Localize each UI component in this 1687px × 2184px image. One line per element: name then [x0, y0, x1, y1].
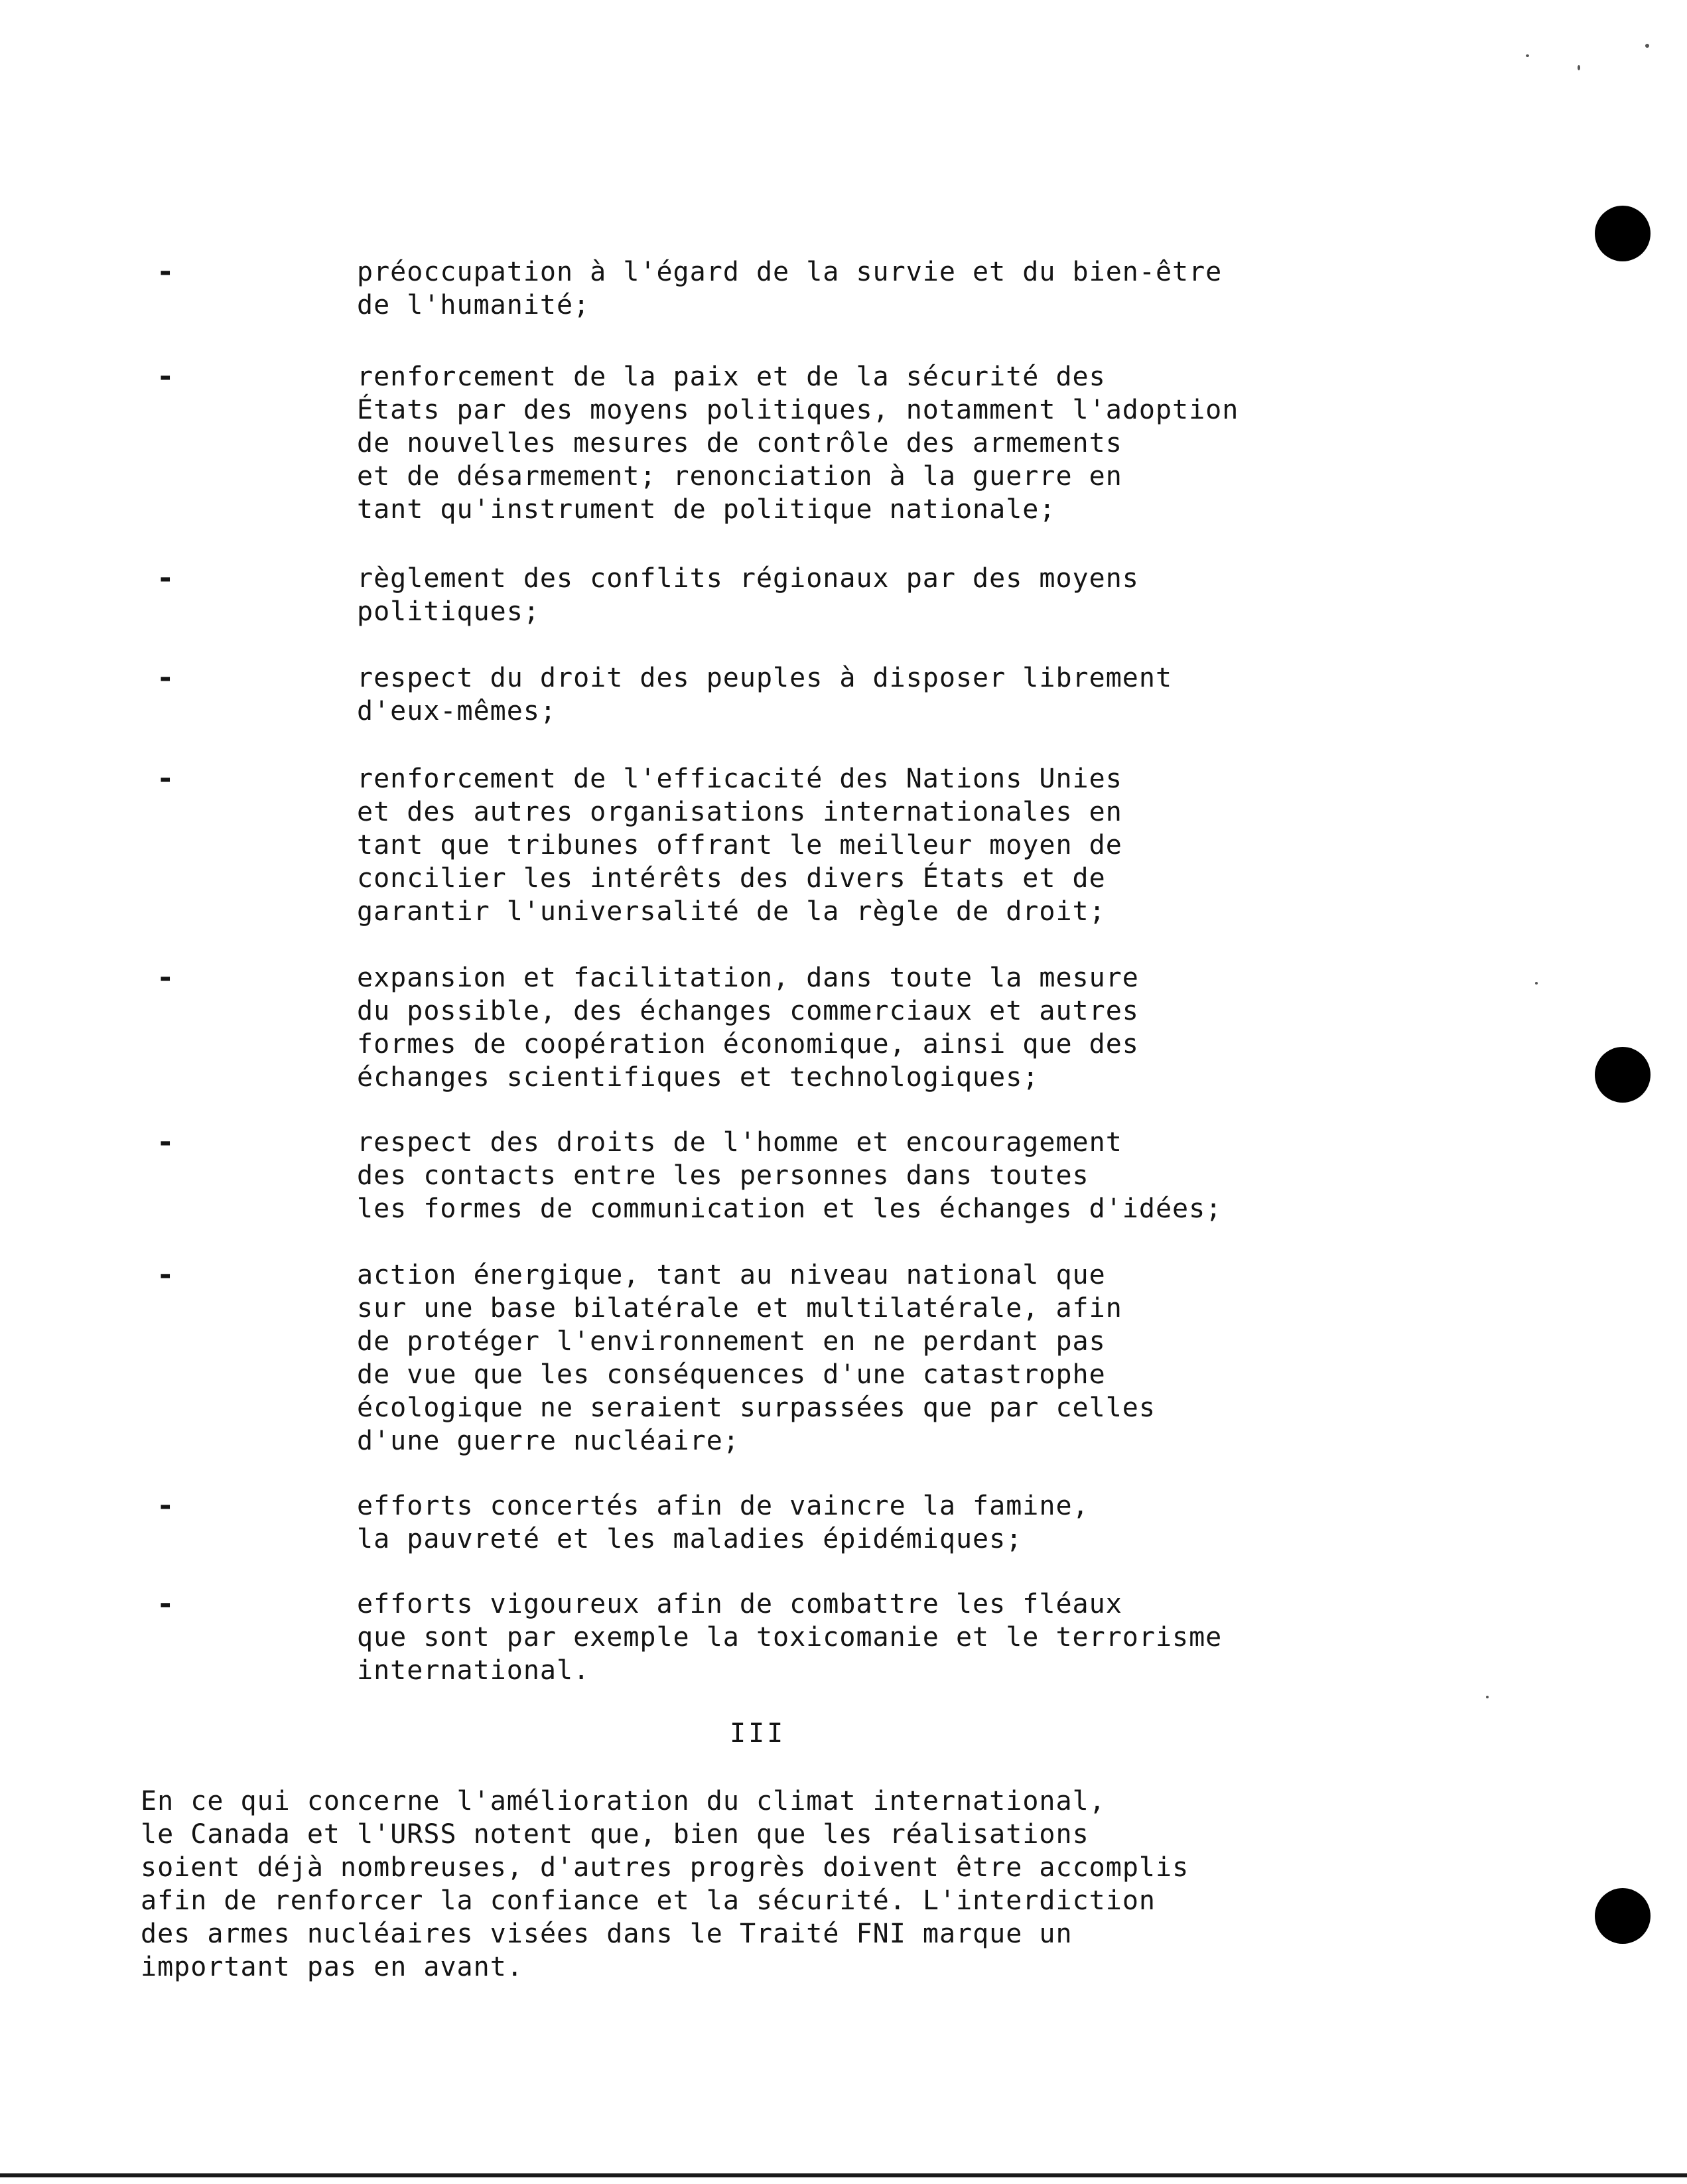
list-dash: - [157, 255, 174, 289]
list-item-text: préoccupation à l'égard de la survie et du bien-être de l'humanité; [357, 257, 1223, 320]
scan-speck [1535, 982, 1538, 985]
list-item-text: respect des droits de l'homme et encouragement des contacts entre les personnes dans toutes les formes de communication et les échanges d'idées; [357, 1127, 1223, 1224]
list-dash: - [157, 1258, 174, 1292]
list-dash: - [157, 1125, 174, 1159]
scan-speck [1645, 44, 1649, 48]
list-item-text: action énergique, tant au niveau national que sur une base bilatérale et multilatérale, afin de protéger l'environnement en ne perdant pas de vue que les conséquences d'une catastrophe écologique ne seraient surpassées que par celles d'une guerre nucléaire; [357, 1260, 1156, 1456]
punch-hole [1595, 206, 1651, 261]
list-dash: - [157, 961, 174, 994]
body-paragraph: En ce qui concerne l'amélioration du climat international, le Canada et l'URSS notent que, bien que les réalisations soient déjà nombreuses, d'autres progrès doivent être accomplis afin de renforcer la confiance et la sécurité. L'interdiction des armes nucléaires visées dans le Traité FNI marque un important pas en avant. [141, 1786, 1189, 1982]
list-dash: - [157, 360, 174, 393]
punch-hole [1595, 1047, 1651, 1103]
punch-hole [1595, 1888, 1651, 1944]
list-dash: - [157, 661, 174, 695]
section-heading: III [730, 1718, 786, 1749]
list-item-text: efforts vigoureux afin de combattre les fléaux que sont par exemple la toxicomanie et le terrorisme international. [357, 1589, 1223, 1686]
scan-speck [1486, 1696, 1489, 1698]
scan-speck [1526, 54, 1529, 57]
scan-speck [1578, 65, 1580, 70]
page-bottom-edge [0, 2173, 1687, 2177]
list-item-text: règlement des conflits régionaux par des moyens politiques; [357, 563, 1139, 627]
list-item-text: renforcement de l'efficacité des Nations Unies et des autres organisations internationales en tant que tribunes offrant le meilleur moyen de concilier les intérêts des divers États et de garantir l'universalité de la règle de droit; [357, 764, 1122, 927]
list-dash: - [157, 1587, 174, 1621]
list-item-text: renforcement de la paix et de la sécurité des États par des moyens politiques, notamment l'adoption de nouvelles mesures de contrôle des armements et de désarmement; renonciation à la guerre en tant qu'instrument de politique nationale; [357, 362, 1239, 525]
list-dash: - [157, 762, 174, 795]
list-dash: - [157, 1489, 174, 1523]
list-item-text: expansion et facilitation, dans toute la mesure du possible, des échanges commerciaux et autres formes de coopération économique, ainsi que des échanges scientifiques et technologiques; [357, 963, 1139, 1093]
list-item-text: efforts concertés afin de vaincre la famine, la pauvreté et les maladies épidémiques; [357, 1491, 1089, 1554]
list-item-text: respect du droit des peuples à disposer librement d'eux-mêmes; [357, 663, 1173, 726]
list-dash: - [157, 561, 174, 595]
